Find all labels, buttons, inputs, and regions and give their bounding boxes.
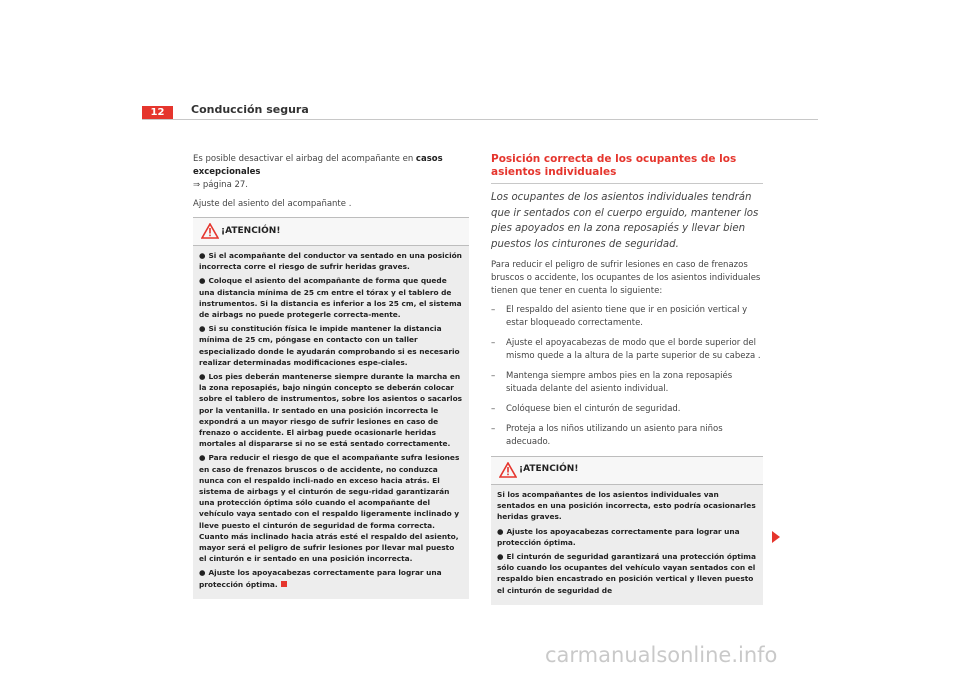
warning-triangle-icon bbox=[499, 462, 517, 478]
warning-lead: Si los acompañantes de los asientos individuales van sentados en una posición incorrecta, esto podría ocasionarles heridas graves. bbox=[497, 490, 756, 522]
list-item bbox=[491, 403, 763, 416]
watermark: carmanualsonline.info bbox=[545, 643, 778, 667]
bullet-icon: ● bbox=[199, 276, 206, 286]
warning-item bbox=[497, 526, 757, 548]
bullet-icon: ● bbox=[199, 453, 206, 463]
warning-item-text: Ajuste los apoyacabezas correctamente para lograr una protección óptima. bbox=[199, 568, 442, 589]
warning-body bbox=[193, 246, 469, 599]
warning-item-text: Los pies deberán mantenerse siempre durante la marcha en la zona reposapiés, bajo ningún concepto se deberán colocar sobre el tablero de instrumentos, sobre los asientos o sacarlos por la ventanilla. Ir sentado en una posición incorrecta le expondrá a un mayor riesgo de sufrir lesiones en caso de frenazo o accidente. El airbag puede ocasionarle heridas mortales al dispararse si no se está sentado correctamente. bbox=[199, 372, 463, 449]
warning-triangle-icon bbox=[201, 223, 219, 239]
page-number: 12 bbox=[142, 106, 173, 119]
dash-icon: – bbox=[491, 424, 496, 434]
list-item-text: Colóquese bien el cinturón de seguridad. bbox=[506, 404, 681, 414]
warning-item bbox=[199, 323, 463, 368]
warning-item bbox=[199, 275, 463, 320]
warning-item bbox=[199, 371, 463, 449]
list-item-text: Ajuste el apoyacabezas de modo que el borde superior del mismo quede a la altura de la parte superior de su cabeza . bbox=[506, 338, 761, 361]
warning-title: ¡ATENCIÓN! bbox=[519, 464, 579, 474]
bullet-icon: ● bbox=[199, 372, 206, 382]
warning-header bbox=[193, 218, 469, 246]
warning-item bbox=[199, 250, 463, 272]
page-section-title: Conducción segura bbox=[191, 103, 309, 116]
section-intro: Los ocupantes de los asientos individuales tendrán que ir sentados con el cuerpo erguido, mantener los pies apoyados en la zona reposapiés y llevar bien puestos los cinturones de seguridad. bbox=[491, 192, 759, 250]
bullet-icon: ● bbox=[199, 568, 206, 578]
para-airbag-text: Es posible desactivar el airbag del acompañante en bbox=[193, 154, 416, 164]
section-rule bbox=[491, 183, 763, 184]
end-of-section-icon bbox=[281, 581, 287, 587]
warning-item-text: El cinturón de seguridad garantizará una protección óptima sólo cuando los ocupantes del vehículo vayan sentados con el respaldo bien encastrado en posición vertical y lleven puesto el cinturón de seguridad de bbox=[497, 552, 756, 595]
warning-item bbox=[199, 452, 463, 564]
list-item-text: Mantenga siempre ambos pies en la zona reposapiés situada delante del asiento individual. bbox=[506, 371, 733, 394]
warning-item-text: Para reducir el riesgo de que el acompañante sufra lesiones en caso de frenazos bruscos o de accidente, no conduzca nunca con el respaldo incli-nado en exceso hacia atrás. El sistema de airbags y el cinturón de segu-ridad garantizarán una protección óptima sólo cuando el acompañante del vehículo vaya sentado con el respaldo ligeramente inclinado y lleve puesto el cinturón de seguridad de forma correcta. Cuanto más inclinado hacia atrás esté el respaldo del asiento, mayor será el peligro de sufrir lesiones por llevar mal puesto el cinturón e ir sentado en una posición incorrecta. bbox=[199, 453, 460, 564]
list-item bbox=[491, 337, 763, 363]
section-body: Para reducir el peligro de sufrir lesiones en caso de frenazos bruscos o accidente, los ocupantes de los asientos individuales tienen que tener en cuenta lo siguiente: bbox=[491, 260, 761, 296]
para-seat-adjust: Ajuste del asiento del acompañante . bbox=[193, 199, 352, 209]
list-item-text: El respaldo del asiento tiene que ir en posición vertical y estar bloqueado correctamente. bbox=[506, 305, 748, 328]
left-column bbox=[193, 153, 469, 599]
bullet-icon: ● bbox=[199, 251, 206, 260]
section-title: Posición correcta de los ocupantes de los asientos individuales bbox=[491, 153, 737, 178]
list-item bbox=[491, 370, 763, 396]
list-item bbox=[491, 423, 763, 449]
warning-header bbox=[491, 457, 763, 485]
para-airbag bbox=[193, 153, 469, 192]
warning-item bbox=[199, 567, 463, 589]
list-item bbox=[491, 304, 763, 330]
warning-box bbox=[491, 456, 763, 605]
dash-icon: – bbox=[491, 338, 496, 348]
dash-icon: – bbox=[491, 371, 496, 381]
bullet-icon: ● bbox=[199, 324, 206, 334]
instruction-list bbox=[491, 304, 763, 449]
page-reference-link[interactable]: ⇒ página 27. bbox=[193, 180, 249, 190]
warning-item-text: Si el acompañante del conductor va sentado en una posición incorrecta corre el riesgo de sufrir heridas graves. bbox=[199, 251, 462, 272]
warning-title: ¡ATENCIÓN! bbox=[221, 226, 281, 236]
warning-item-text: Coloque el asiento del acompañante de forma que quede una distancia mínima de 25 cm entre el tórax y el tablero de instrumentos. Si la distancia es inferior a los 25 cm, el sistema de airbags no puede protegerle correcta-mente. bbox=[199, 276, 462, 320]
header-rule bbox=[142, 119, 818, 120]
warning-item-text: Si su constitución física le impide mantener la distancia mínima de 25 cm, póngase en contacto con un taller especializado donde le ayudarán comprobando si es necesario realizar determinadas modificaciones espe-ciales. bbox=[199, 324, 460, 367]
warning-box bbox=[193, 217, 469, 599]
warning-item bbox=[497, 551, 757, 596]
dash-icon: – bbox=[491, 305, 496, 315]
bullet-icon: ● bbox=[497, 526, 504, 536]
list-item-text: Proteja a los niños utilizando un asiento para niños adecuado. bbox=[506, 424, 723, 447]
dash-icon: – bbox=[491, 404, 496, 414]
warning-item-text: Ajuste los apoyacabezas correctamente para lograr una protección óptima. bbox=[497, 526, 740, 547]
bullet-icon: ● bbox=[497, 552, 504, 562]
para-airbag-bold: casos excepcionales bbox=[193, 154, 443, 177]
warning-body bbox=[491, 485, 763, 605]
right-column bbox=[491, 153, 763, 605]
continue-arrow-icon[interactable] bbox=[772, 531, 780, 543]
